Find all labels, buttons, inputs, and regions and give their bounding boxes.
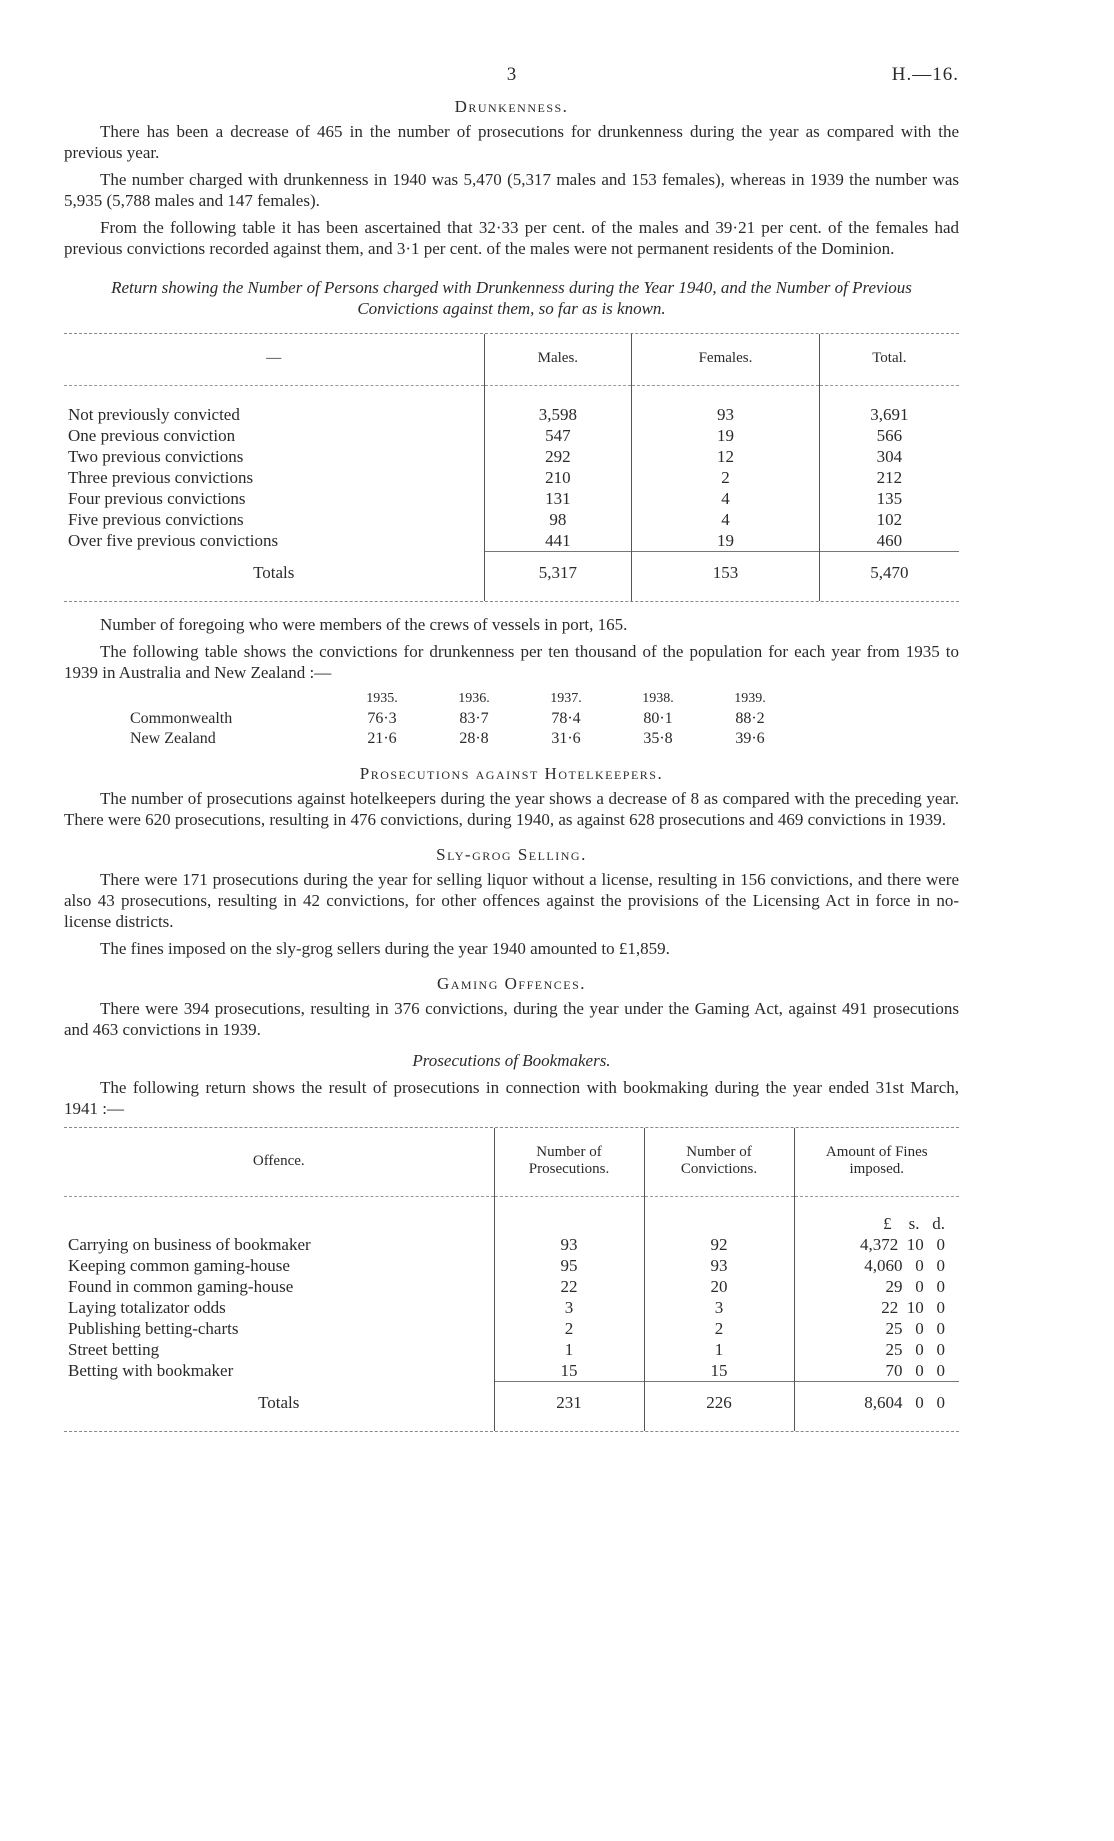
total-cell: 3,691 bbox=[819, 386, 959, 426]
rate-value: 39·6 bbox=[735, 730, 765, 747]
year-label: 1939. bbox=[734, 691, 766, 706]
table-row bbox=[64, 488, 959, 509]
rate-value: 88·2 bbox=[735, 710, 765, 727]
prosecutions-cell: 3 bbox=[494, 1297, 644, 1318]
year-label: 1937. bbox=[550, 691, 582, 706]
table-row bbox=[64, 1318, 959, 1339]
page-number: 3 bbox=[506, 64, 517, 85]
column-header-prosecutions: Number of Prosecutions. bbox=[494, 1128, 644, 1197]
bookmakers-table-frame bbox=[64, 1127, 959, 1432]
table-row bbox=[64, 509, 959, 530]
table-row bbox=[64, 530, 959, 552]
males-cell: 131 bbox=[484, 488, 632, 509]
females-cell: 12 bbox=[632, 446, 820, 467]
gaming-paragraph: There were 394 prosecutions, resulting in 376 convictions, during the year under the Gaming Act, against 491 prosecutions and 463 convictions in 1939. bbox=[64, 999, 959, 1039]
column-header-convictions: Number of Convictions. bbox=[644, 1128, 794, 1197]
prosecutions-cell: 15 bbox=[494, 1360, 644, 1382]
page-header bbox=[64, 60, 959, 90]
rate-value: 83·7 bbox=[459, 710, 489, 727]
fines-cell: 25 0 0 bbox=[794, 1339, 959, 1360]
row-label: Betting with bookmaker bbox=[68, 1361, 234, 1381]
drunkenness-table-caption: Return showing the Number of Persons charged with Drunkenness during the Year 1940, and the Number of Previous Convictions against them, so far as is known. bbox=[111, 278, 912, 318]
document-reference: H.—16. bbox=[891, 64, 959, 85]
drunkenness-paragraph-2: The number charged with drunkenness in 1940 was 5,470 (5,317 males and 153 females), whereas in 1939 the number was 5,935 (5,788 males and 147 females). bbox=[64, 170, 959, 210]
column-header: — bbox=[64, 334, 484, 386]
drunkenness-table-frame bbox=[64, 333, 959, 602]
prosecutions-total: 231 bbox=[494, 1382, 644, 1432]
sly-grog-paragraph-2: The fines imposed on the sly-grog sellers during the year 1940 amounted to £1,859. bbox=[100, 939, 670, 958]
row-label: Publishing betting-charts bbox=[68, 1319, 239, 1338]
total-cell: 135 bbox=[819, 488, 959, 509]
rate-value: 80·1 bbox=[643, 710, 673, 727]
females-cell: 19 bbox=[632, 530, 820, 552]
totals-row bbox=[64, 552, 959, 602]
females-cell: 4 bbox=[632, 488, 820, 509]
table-row bbox=[64, 1255, 959, 1276]
row-label: Keeping common gaming-house bbox=[68, 1256, 290, 1275]
row-label: Not previously convicted bbox=[68, 405, 240, 424]
totals-row bbox=[64, 1382, 959, 1432]
row-label: Over five previous convictions bbox=[68, 531, 279, 551]
row-label: Found in common gaming-house bbox=[68, 1277, 294, 1296]
row-label: Two previous convictions bbox=[68, 447, 244, 466]
total-cell: 566 bbox=[819, 425, 959, 446]
table-row bbox=[64, 1360, 959, 1382]
year-label: 1938. bbox=[642, 691, 674, 706]
rate-value: 76·3 bbox=[367, 710, 397, 727]
column-header-fines: Amount of Fines imposed. bbox=[794, 1128, 959, 1197]
year-label: 1936. bbox=[458, 691, 490, 706]
males-total: 5,317 bbox=[484, 552, 632, 602]
column-header-females: Females. bbox=[632, 334, 820, 386]
totals-label: Totals bbox=[253, 562, 295, 582]
prosecutions-cell: 22 bbox=[494, 1276, 644, 1297]
prosecutions-cell: 93 bbox=[494, 1234, 644, 1255]
fines-cell: 4,060 0 0 bbox=[794, 1255, 959, 1276]
total-cell: 102 bbox=[819, 509, 959, 530]
table-row bbox=[64, 425, 959, 446]
conviction-rates-table bbox=[124, 689, 796, 749]
rates-row-label: New Zealand bbox=[130, 730, 216, 747]
table-row bbox=[64, 1276, 959, 1297]
fines-total: 8,604 0 0 bbox=[794, 1382, 959, 1432]
rates-year-row bbox=[124, 689, 796, 709]
table-row bbox=[64, 386, 959, 426]
drunkenness-paragraph-1: There has been a decrease of 465 in the number of prosecutions for drunkenness during the year as compared with the previous year. bbox=[64, 122, 959, 162]
rate-value: 35·8 bbox=[643, 730, 673, 747]
rates-intro-paragraph: The following table shows the convictions for drunkenness per ten thousand of the population for each year from 1935 to 1939 in Australia and New Zealand :— bbox=[64, 642, 959, 682]
fines-cell: 4,372 10 0 bbox=[794, 1234, 959, 1255]
table-row bbox=[64, 1234, 959, 1255]
fines-cell: 70 0 0 bbox=[794, 1360, 959, 1382]
currency-header: £ s. d. bbox=[794, 1197, 959, 1235]
hotelkeepers-heading: Prosecutions against Hotelkeepers. bbox=[359, 764, 664, 783]
fines-cell: 25 0 0 bbox=[794, 1318, 959, 1339]
currency-header-row bbox=[64, 1197, 959, 1235]
bookmakers-paragraph: The following return shows the result of prosecutions in connection with bookmaking during the year ended 31st March, 1941 :— bbox=[64, 1078, 959, 1118]
females-cell: 19 bbox=[632, 425, 820, 446]
convictions-cell: 15 bbox=[644, 1360, 794, 1382]
hotelkeepers-paragraph: The number of prosecutions against hotelkeepers during the year shows a decrease of 8 as compared with the preceding year. There were 620 prosecutions, resulting in 476 convictions, during 1940, as against 628 prosecutions and 469 convictions in 1939. bbox=[64, 789, 959, 829]
bookmakers-heading: Prosecutions of Bookmakers. bbox=[412, 1051, 611, 1070]
rates-row bbox=[124, 709, 796, 729]
year-label: 1935. bbox=[366, 691, 398, 706]
rate-value: 21·6 bbox=[367, 730, 397, 747]
convictions-cell: 2 bbox=[644, 1318, 794, 1339]
row-label: One previous conviction bbox=[68, 426, 236, 445]
grand-total: 5,470 bbox=[819, 552, 959, 602]
gaming-heading: Gaming Offences. bbox=[436, 974, 587, 993]
drunkenness-heading: Drunkenness. bbox=[454, 97, 569, 116]
rate-value: 31·6 bbox=[551, 730, 581, 747]
table-header-row bbox=[64, 1128, 959, 1197]
convictions-cell: 1 bbox=[644, 1339, 794, 1360]
prosecutions-cell: 95 bbox=[494, 1255, 644, 1276]
drunkenness-paragraph-3: From the following table it has been ascertained that 32·33 per cent. of the males and 39·21 per cent. of the females had previous convictions recorded against them, and 3·1 per cent. of the males were not permanent residents of the Dominion. bbox=[64, 218, 959, 258]
females-cell: 4 bbox=[632, 509, 820, 530]
row-label: Laying totalizator odds bbox=[68, 1298, 226, 1317]
row-label: Carrying on business of bookmaker bbox=[68, 1235, 311, 1254]
row-label: Four previous convictions bbox=[68, 489, 246, 508]
prosecutions-cell: 2 bbox=[494, 1318, 644, 1339]
table-row bbox=[64, 446, 959, 467]
fines-cell: 22 10 0 bbox=[794, 1297, 959, 1318]
row-label: Five previous convictions bbox=[68, 510, 244, 529]
males-cell: 441 bbox=[484, 530, 632, 552]
drunkenness-table bbox=[64, 334, 959, 601]
females-total: 153 bbox=[632, 552, 820, 602]
convictions-cell: 93 bbox=[644, 1255, 794, 1276]
convictions-cell: 20 bbox=[644, 1276, 794, 1297]
rates-row bbox=[124, 729, 796, 749]
column-header-offence: Offence. bbox=[64, 1128, 494, 1197]
crews-paragraph: Number of foregoing who were members of the crews of vessels in port, 165. bbox=[100, 615, 628, 634]
fines-cell: 29 0 0 bbox=[794, 1276, 959, 1297]
bookmakers-table bbox=[64, 1128, 959, 1431]
sly-grog-paragraph-1: There were 171 prosecutions during the year for selling liquor without a license, resulting in 156 convictions, and there were also 43 prosecutions, resulting in 42 convictions, for other offences against the provisions of the Licensing Act in force in no-license districts. bbox=[64, 870, 959, 931]
males-cell: 292 bbox=[484, 446, 632, 467]
total-cell: 212 bbox=[819, 467, 959, 488]
females-cell: 93 bbox=[632, 386, 820, 426]
sly-grog-heading: Sly-grog Selling. bbox=[436, 845, 587, 864]
rate-value: 78·4 bbox=[551, 710, 581, 727]
table-row bbox=[64, 1339, 959, 1360]
table-header-row bbox=[64, 334, 959, 386]
totals-label: Totals bbox=[258, 1392, 300, 1412]
prosecutions-cell: 1 bbox=[494, 1339, 644, 1360]
column-header-total: Total. bbox=[819, 334, 959, 386]
rates-row-label: Commonwealth bbox=[130, 710, 233, 727]
males-cell: 210 bbox=[484, 467, 632, 488]
row-label: Three previous convictions bbox=[68, 468, 254, 487]
convictions-cell: 3 bbox=[644, 1297, 794, 1318]
females-cell: 2 bbox=[632, 467, 820, 488]
total-cell: 304 bbox=[819, 446, 959, 467]
row-label: Street betting bbox=[68, 1340, 160, 1359]
convictions-cell: 92 bbox=[644, 1234, 794, 1255]
convictions-total: 226 bbox=[644, 1382, 794, 1432]
document-page bbox=[64, 60, 959, 1444]
males-cell: 98 bbox=[484, 509, 632, 530]
males-cell: 3,598 bbox=[484, 386, 632, 426]
rate-value: 28·8 bbox=[459, 730, 489, 747]
table-row bbox=[64, 1297, 959, 1318]
table-row bbox=[64, 467, 959, 488]
males-cell: 547 bbox=[484, 425, 632, 446]
total-cell: 460 bbox=[819, 530, 959, 552]
column-header-males: Males. bbox=[484, 334, 632, 386]
